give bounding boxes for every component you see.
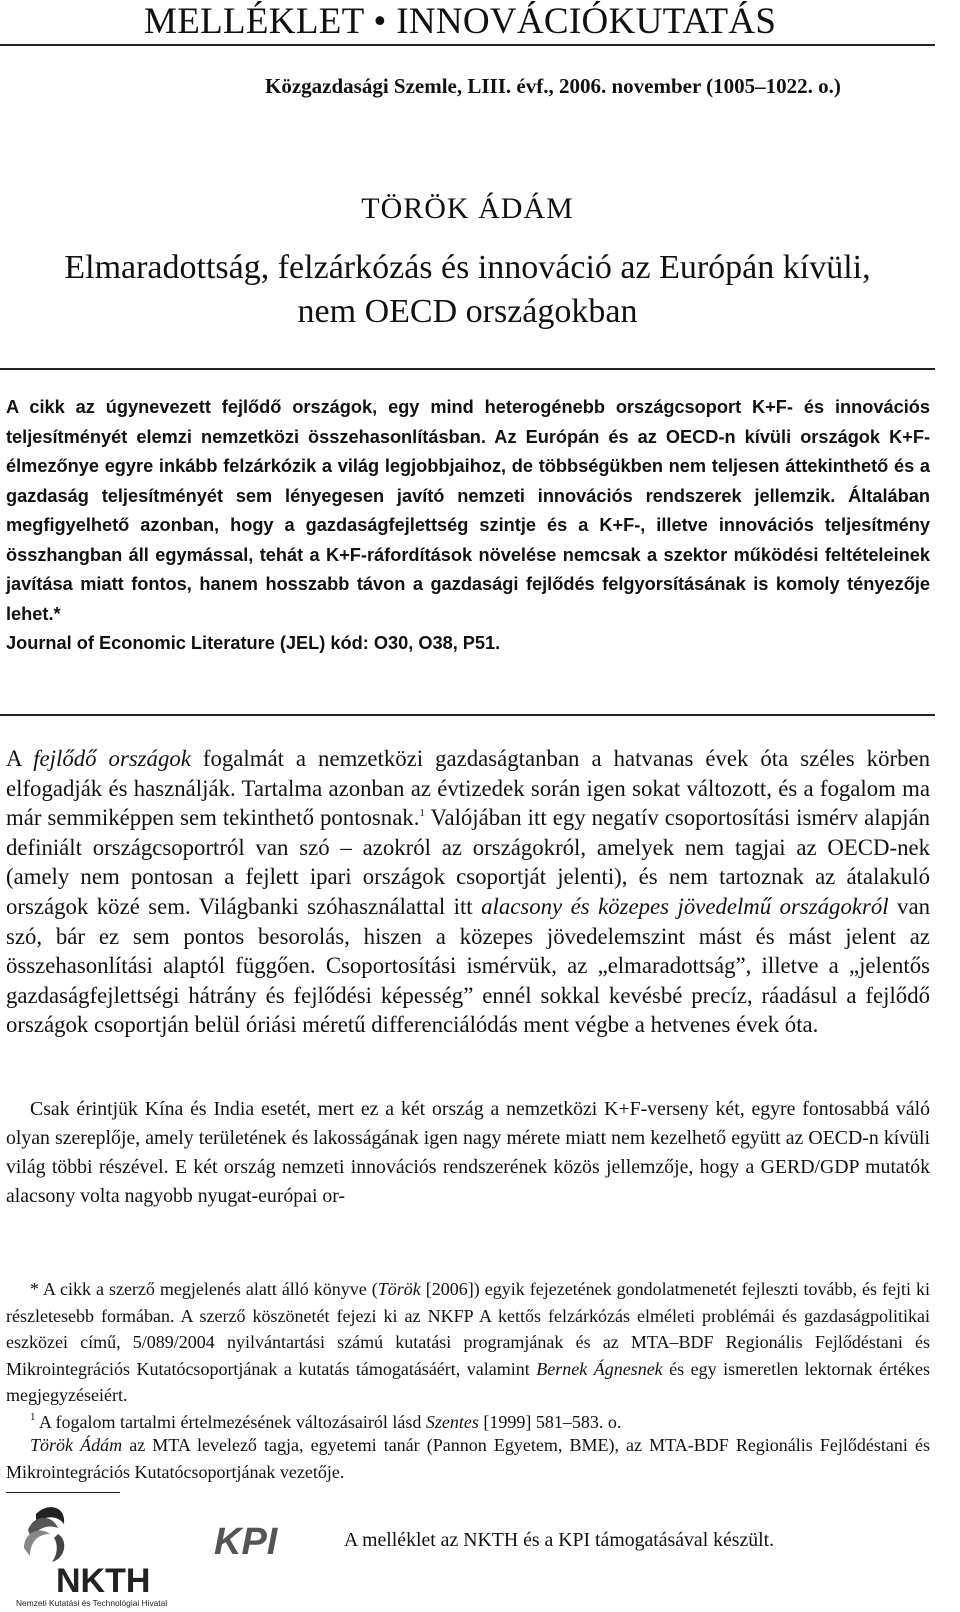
footnote-italic: Szentes — [425, 1411, 479, 1432]
footnote-text: * A cikk a szerző megjelenés alatt álló könyve ( — [30, 1279, 378, 1299]
footer-rule — [6, 1492, 120, 1493]
abstract-text: A cikk az úgynevezett fejlődő országok, egy mind heterogénebb országcsoport K+F- és innovációs teljesítményét elemzi nemzetközi összehasonlításban. Az Európán és az OECD-n kívüli országok K+F-élmezőnye egyre inkább felzárkózik a világ legjobbjaihoz, de többségükben nem teljesen áttekinthető és a gazdaság teljesítményét sem lényegesen javító nemzeti innovációs rendszerek jellemzik. Általában megfigyelhető azonban, hogy a gazdaságfejlettség szintje és a K+F-, illetve innovációs teljesítmény összhangban áll egymással, tehát a K+F-ráfordítások növelése nemcsak a szektor működési feltételeinek javítása miatt fontos, hanem hosszabb távon a gazdasági fejlődés felgyorsításának is komoly tényezője lehet.* — [6, 397, 930, 624]
journal-citation: Közgazdasági Szemle, LIII. évf., 2006. november (1005–1022. o.) — [265, 74, 841, 98]
abstract-bottom-rule — [0, 714, 935, 716]
footnote-star — [6, 1276, 930, 1409]
footnote-italic: Bernek Ágnesnek — [536, 1358, 663, 1379]
footnote-text: [2006]) egyik fejezetének gondolatmenetét fejleszti tovább, és fejti ki részletesebb formában. A szerző köszönetét fejezi ki az NKFP A kettős felzárkózás elméleti problémái és gazdaságpolitikai eszközei című, 5/089/2004 nyilvántartási számú kutatási programjának és az MTA–BDF Regionális Fejlődéstani és Mikrointegrációs Kutatócsoportjának a kutatás támogatásáért, valamint — [6, 1279, 930, 1379]
header-rule — [0, 44, 935, 46]
footnote-ref: 1 — [419, 806, 425, 819]
footnotes — [6, 1276, 930, 1436]
article-title-line-2: nem OECD országokban — [297, 293, 638, 330]
abstract — [6, 393, 930, 659]
kpi-logo-icon — [214, 1520, 306, 1560]
jel-codes: Journal of Economic Literature (JEL) kód: O30, O38, P51. — [6, 633, 501, 653]
body-text: fogalmát a nemzetközi gazdaságtanban a hatvanas évek óta széles körben elfogadják és használják. Tartalma azonban az évtizedek során igen sokat változott, és a fogalom ma már semmiképpen sem tekinthető pontosnak. — [6, 746, 930, 831]
footnote-text: A fogalom tartalmi értelmezésének változásairól lásd — [35, 1411, 426, 1432]
body-italic: alacsony és közepes jövedelmű országokról — [481, 893, 889, 919]
body-text: Csak érintjük Kína és India esetét, mert ez a két ország a nemzetközi K+F-verseny két, egyre fontosabbá váló olyan szereplője, amely területének és lakosságának igen nagy mérete miatt nem kezelhető együtt az OECD-n kívüli világ többi részével. E két ország nemzeti innovációs rendszerének közös jellemzője, hogy a GERD/GDP mutatók alacsony volta nagyobb nyugat-európai or- — [6, 1098, 930, 1208]
footnote-text: [1999] 581–583. o. — [478, 1411, 622, 1432]
body-text: van szó, bár ez sem pontos besorolás, hiszen a közepes jövedelemszint mást és mást jelent az összehasonlítási alaptól függően. Csoportosítási ismérvük, az „elmaradottság”, illetve a „jelentős gazdaságfejlettségi hátrány és fejlődési képesség” ennél sokkal kevésbé precíz, ráadásul a fejlődő országok csoportján belül óriási méretű differenciálódás ment végbe a hetvenes évek óta. — [6, 893, 930, 1038]
bio-text: az MTA levelező tagja, egyetemi tanár (Pannon Egyetem, BME), az MTA-BDF Regionális Fejlődéstani és Mikrointegrációs Kutatócsoportjának vezetője. — [6, 1435, 930, 1482]
nkth-logo-icon — [14, 1500, 184, 1610]
body-paragraph-1 — [6, 744, 930, 1040]
author-name: TÖRÖK ÁDÁM — [361, 192, 574, 225]
supplement-title: MELLÉKLET • INNOVÁCIÓKUTATÁS — [144, 1, 777, 42]
bio-name: Török Ádám — [30, 1435, 123, 1455]
nkth-logo-text: NKTH — [56, 1562, 151, 1600]
author-bio — [6, 1432, 930, 1485]
abstract-top-rule — [0, 368, 935, 370]
footnote-text: és egy ismeretlen lektornak értékes megjegyzéseiért. — [6, 1358, 930, 1406]
article-title-line-1: Elmaradottság, felzárkózás és innováció az Európán kívüli, — [64, 249, 871, 286]
article-title — [0, 246, 935, 334]
footnote-number: 1 — [30, 1410, 36, 1423]
support-note: A melléklet az NKTH és a KPI támogatásával készült. — [344, 1529, 775, 1551]
kpi-logo-text: KPI — [214, 1521, 278, 1560]
body-paragraph-2 — [6, 1095, 930, 1211]
body-text: A — [6, 746, 34, 771]
body-italic: fejlődő országok — [33, 746, 191, 771]
footnote-italic: Török — [377, 1279, 421, 1299]
body-text: Valójában itt egy negatív csoportosítási ismérv alapján definiált országcsoportról van szó – azokról az országokról, amelyek nem tagjai az OECD-nek (amely nem pontosan a fejlett ipari országok csoportját jelenti), és nem tartoznak az átalakuló országok közé sem. Világbanki szóhasználattal itt — [6, 805, 930, 919]
nkth-logo-subtitle: Nemzeti Kutatási és Technológiai Hivatal — [16, 1598, 168, 1608]
